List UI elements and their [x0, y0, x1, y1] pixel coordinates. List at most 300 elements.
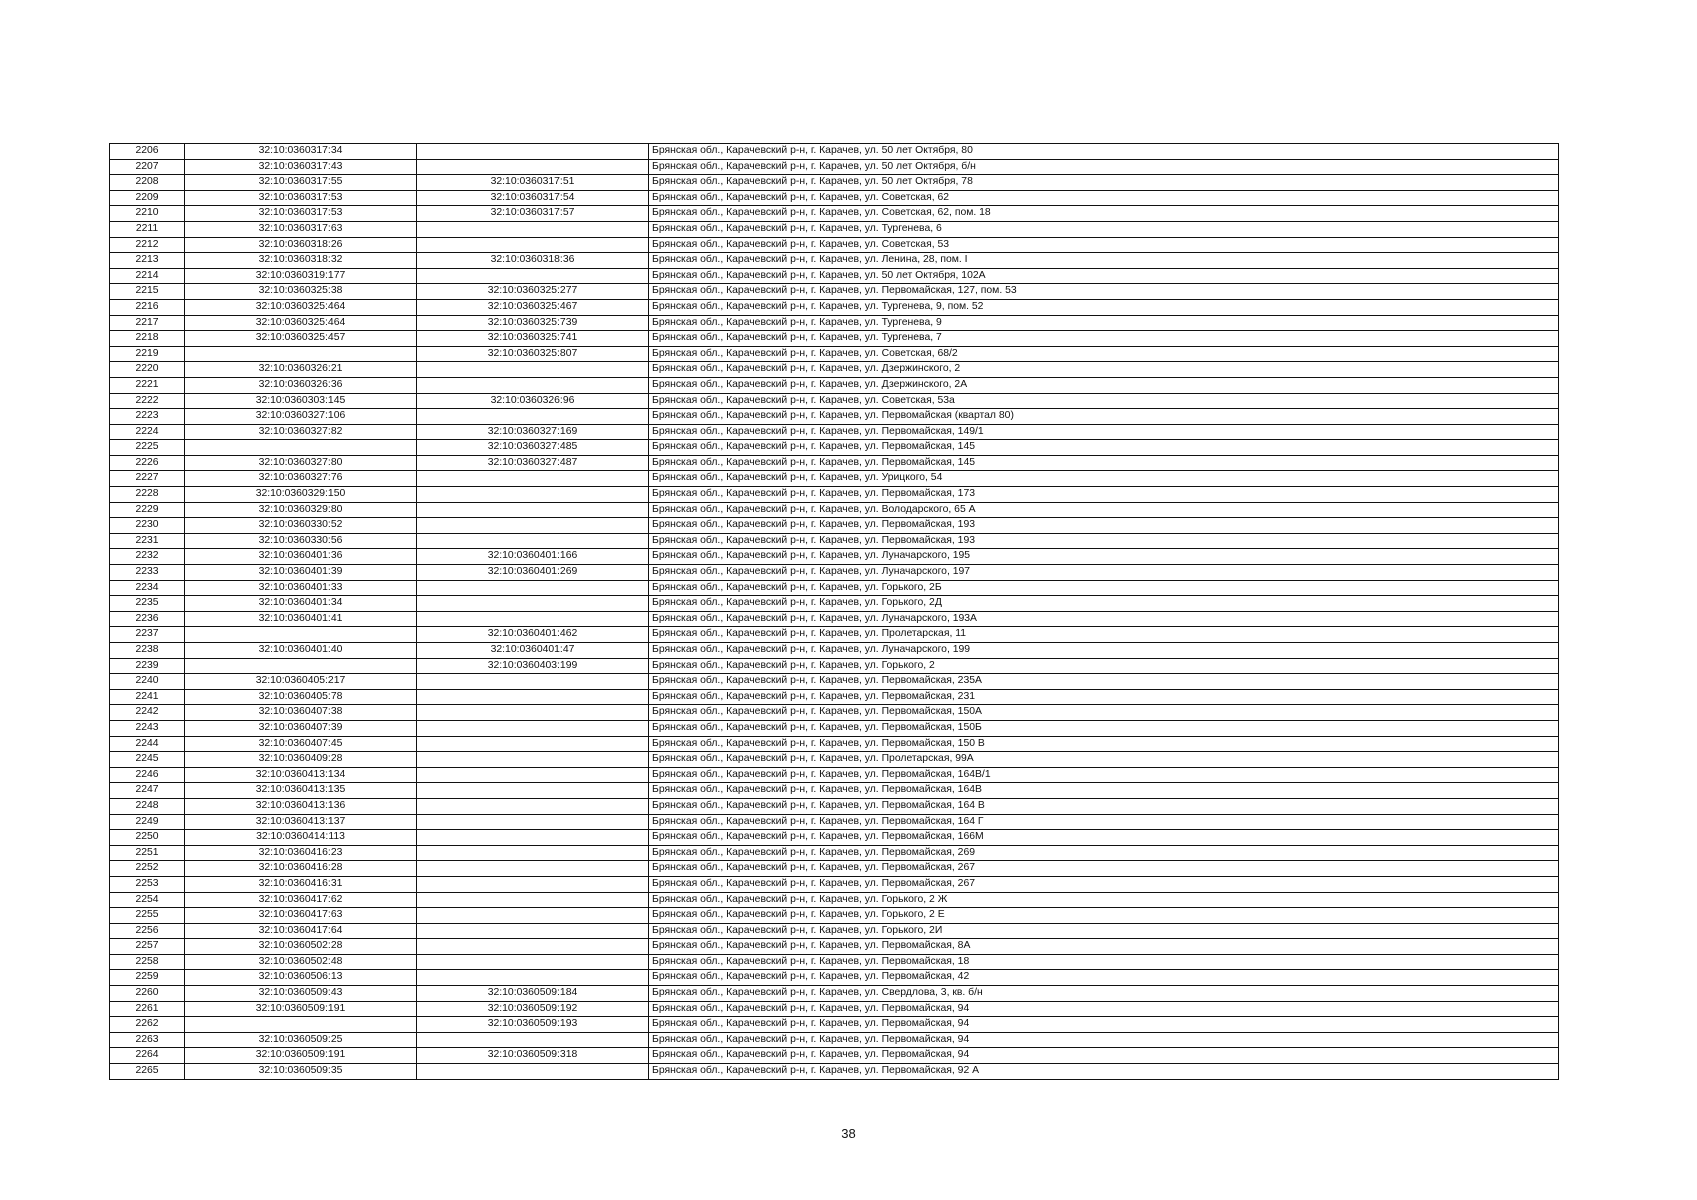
object-cadastral-number-cell: 32:10:0360509:192 — [417, 1001, 649, 1017]
row-number-cell: 2236 — [110, 611, 185, 627]
row-number-cell: 2246 — [110, 767, 185, 783]
table-row — [110, 798, 1559, 814]
land-cadastral-number-cell: 32:10:0360413:135 — [185, 783, 417, 799]
land-cadastral-number-cell: 32:10:0360401:34 — [185, 596, 417, 612]
row-number-cell: 2257 — [110, 939, 185, 955]
table-row — [110, 923, 1559, 939]
address-cell: Брянская обл., Карачевский р-н, г. Карачев, ул. Первомайская, 18 — [649, 954, 1559, 970]
row-number-cell: 2217 — [110, 315, 185, 331]
object-cadastral-number-cell — [417, 1032, 649, 1048]
address-cell: Брянская обл., Карачевский р-н, г. Карачев, ул. Пролетарская, 11 — [649, 627, 1559, 643]
object-cadastral-number-cell: 32:10:0360509:193 — [417, 1017, 649, 1033]
address-cell: Брянская обл., Карачевский р-н, г. Карачев, ул. Первомайская, 8А — [649, 939, 1559, 955]
land-cadastral-number-cell: 32:10:0360317:55 — [185, 175, 417, 191]
object-cadastral-number-cell — [417, 845, 649, 861]
address-cell: Брянская обл., Карачевский р-н, г. Карачев, ул. Первомайская, 267 — [649, 876, 1559, 892]
address-cell: Брянская обл., Карачевский р-н, г. Карачев, ул. Свердлова, 3, кв. б/н — [649, 986, 1559, 1002]
object-cadastral-number-cell — [417, 736, 649, 752]
table-row — [110, 409, 1559, 425]
object-cadastral-number-cell: 32:10:0360325:739 — [417, 315, 649, 331]
land-cadastral-number-cell: 32:10:0360325:464 — [185, 299, 417, 315]
table-row — [110, 159, 1559, 175]
address-cell: Брянская обл., Карачевский р-н, г. Карачев, ул. Володарского, 65 А — [649, 502, 1559, 518]
address-cell: Брянская обл., Карачевский р-н, г. Карачев, ул. Первомайская, 92 А — [649, 1064, 1559, 1080]
table-row — [110, 580, 1559, 596]
address-cell: Брянская обл., Карачевский р-н, г. Карачев, ул. Горького, 2И — [649, 923, 1559, 939]
land-cadastral-number-cell: 32:10:0360407:38 — [185, 705, 417, 721]
row-number-cell: 2251 — [110, 845, 185, 861]
object-cadastral-number-cell — [417, 876, 649, 892]
table-row — [110, 1032, 1559, 1048]
land-cadastral-number-cell — [185, 658, 417, 674]
row-number-cell: 2206 — [110, 144, 185, 160]
object-cadastral-number-cell — [417, 159, 649, 175]
land-cadastral-number-cell: 32:10:0360506:13 — [185, 970, 417, 986]
row-number-cell: 2221 — [110, 377, 185, 393]
object-cadastral-number-cell: 32:10:0360325:467 — [417, 299, 649, 315]
object-cadastral-number-cell — [417, 798, 649, 814]
row-number-cell: 2228 — [110, 487, 185, 503]
land-cadastral-number-cell: 32:10:0360327:82 — [185, 424, 417, 440]
address-cell: Брянская обл., Карачевский р-н, г. Карачев, ул. Первомайская, 166М — [649, 830, 1559, 846]
address-cell: Брянская обл., Карачевский р-н, г. Карачев, ул. Горького, 2 — [649, 658, 1559, 674]
object-cadastral-number-cell — [417, 144, 649, 160]
address-cell: Брянская обл., Карачевский р-н, г. Карачев, ул. Ленина, 28, пом. I — [649, 253, 1559, 269]
table-row — [110, 1001, 1559, 1017]
object-cadastral-number-cell: 32:10:0360401:47 — [417, 643, 649, 659]
table-row — [110, 362, 1559, 378]
object-cadastral-number-cell — [417, 1064, 649, 1080]
land-cadastral-number-cell: 32:10:0360317:53 — [185, 206, 417, 222]
object-cadastral-number-cell — [417, 720, 649, 736]
table-row — [110, 939, 1559, 955]
table-row — [110, 830, 1559, 846]
row-number-cell: 2262 — [110, 1017, 185, 1033]
address-cell: Брянская обл., Карачевский р-н, г. Карачев, ул. 50 лет Октября, 102А — [649, 268, 1559, 284]
land-cadastral-number-cell: 32:10:0360401:39 — [185, 565, 417, 581]
object-cadastral-number-cell — [417, 939, 649, 955]
land-cadastral-number-cell: 32:10:0360317:43 — [185, 159, 417, 175]
row-number-cell: 2235 — [110, 596, 185, 612]
address-cell: Брянская обл., Карачевский р-н, г. Карачев, ул. Первомайская, 235А — [649, 674, 1559, 690]
land-cadastral-number-cell: 32:10:0360401:41 — [185, 611, 417, 627]
row-number-cell: 2264 — [110, 1048, 185, 1064]
row-number-cell: 2231 — [110, 533, 185, 549]
address-cell: Брянская обл., Карачевский р-н, г. Карачев, ул. 50 лет Октября, 80 — [649, 144, 1559, 160]
address-cell: Брянская обл., Карачевский р-н, г. Карачев, ул. Первомайская, 127, пом. 53 — [649, 284, 1559, 300]
object-cadastral-number-cell — [417, 689, 649, 705]
land-cadastral-number-cell: 32:10:0360327:80 — [185, 455, 417, 471]
object-cadastral-number-cell: 32:10:0360401:166 — [417, 549, 649, 565]
land-cadastral-number-cell — [185, 1017, 417, 1033]
object-cadastral-number-cell — [417, 487, 649, 503]
row-number-cell: 2224 — [110, 424, 185, 440]
address-cell: Брянская обл., Карачевский р-н, г. Карачев, ул. Первомайская, 164В — [649, 783, 1559, 799]
address-cell: Брянская обл., Карачевский р-н, г. Карачев, ул. Советская, 53а — [649, 393, 1559, 409]
land-cadastral-number-cell: 32:10:0360317:53 — [185, 190, 417, 206]
address-cell: Брянская обл., Карачевский р-н, г. Карачев, ул. Дзержинского, 2А — [649, 377, 1559, 393]
row-number-cell: 2248 — [110, 798, 185, 814]
row-number-cell: 2215 — [110, 284, 185, 300]
table-row — [110, 424, 1559, 440]
address-cell: Брянская обл., Карачевский р-н, г. Карачев, ул. Первомайская, 164В/1 — [649, 767, 1559, 783]
table-row — [110, 549, 1559, 565]
land-cadastral-number-cell: 32:10:0360327:106 — [185, 409, 417, 425]
table-row — [110, 565, 1559, 581]
row-number-cell: 2253 — [110, 876, 185, 892]
land-cadastral-number-cell: 32:10:0360303:145 — [185, 393, 417, 409]
table-row — [110, 331, 1559, 347]
address-cell: Брянская обл., Карачевский р-н, г. Карачев, ул. Луначарского, 193А — [649, 611, 1559, 627]
address-cell: Брянская обл., Карачевский р-н, г. Карачев, ул. Тургенева, 6 — [649, 221, 1559, 237]
table-row — [110, 861, 1559, 877]
object-cadastral-number-cell — [417, 268, 649, 284]
table-row — [110, 705, 1559, 721]
object-cadastral-number-cell: 32:10:0360403:199 — [417, 658, 649, 674]
address-cell: Брянская обл., Карачевский р-н, г. Карачев, ул. 50 лет Октября, 78 — [649, 175, 1559, 191]
land-cadastral-number-cell: 32:10:0360405:217 — [185, 674, 417, 690]
row-number-cell: 2227 — [110, 471, 185, 487]
row-number-cell: 2234 — [110, 580, 185, 596]
page-number: 38 — [841, 1126, 856, 1141]
table-row — [110, 299, 1559, 315]
table-row — [110, 346, 1559, 362]
land-cadastral-number-cell: 32:10:0360509:191 — [185, 1048, 417, 1064]
land-cadastral-number-cell: 32:10:0360502:48 — [185, 954, 417, 970]
table-row — [110, 144, 1559, 160]
row-number-cell: 2226 — [110, 455, 185, 471]
table-row — [110, 611, 1559, 627]
address-cell: Брянская обл., Карачевский р-н, г. Карачев, ул. Тургенева, 9, пом. 52 — [649, 299, 1559, 315]
land-cadastral-number-cell: 32:10:0360417:63 — [185, 908, 417, 924]
address-cell: Брянская обл., Карачевский р-н, г. Карачев, ул. Советская, 62 — [649, 190, 1559, 206]
land-cadastral-number-cell: 32:10:0360416:23 — [185, 845, 417, 861]
row-number-cell: 2242 — [110, 705, 185, 721]
table-row — [110, 596, 1559, 612]
object-cadastral-number-cell — [417, 471, 649, 487]
object-cadastral-number-cell — [417, 861, 649, 877]
object-cadastral-number-cell: 32:10:0360325:277 — [417, 284, 649, 300]
object-cadastral-number-cell — [417, 518, 649, 534]
row-number-cell: 2216 — [110, 299, 185, 315]
land-cadastral-number-cell: 32:10:0360326:21 — [185, 362, 417, 378]
row-number-cell: 2249 — [110, 814, 185, 830]
table-row — [110, 627, 1559, 643]
row-number-cell: 2223 — [110, 409, 185, 425]
object-cadastral-number-cell: 32:10:0360317:57 — [417, 206, 649, 222]
row-number-cell: 2245 — [110, 752, 185, 768]
table-row — [110, 674, 1559, 690]
row-number-cell: 2259 — [110, 970, 185, 986]
table-row — [110, 892, 1559, 908]
address-cell: Брянская обл., Карачевский р-н, г. Карачев, ул. Тургенева, 7 — [649, 331, 1559, 347]
land-cadastral-number-cell: 32:10:0360413:136 — [185, 798, 417, 814]
row-number-cell: 2252 — [110, 861, 185, 877]
object-cadastral-number-cell — [417, 767, 649, 783]
row-number-cell: 2232 — [110, 549, 185, 565]
table-row — [110, 986, 1559, 1002]
object-cadastral-number-cell — [417, 674, 649, 690]
address-cell: Брянская обл., Карачевский р-н, г. Карачев, ул. Луначарского, 199 — [649, 643, 1559, 659]
table-row — [110, 393, 1559, 409]
address-cell: Брянская обл., Карачевский р-н, г. Карачев, ул. Первомайская, 269 — [649, 845, 1559, 861]
table-row — [110, 783, 1559, 799]
row-number-cell: 2238 — [110, 643, 185, 659]
address-cell: Брянская обл., Карачевский р-н, г. Карачев, ул. Первомайская, 94 — [649, 1032, 1559, 1048]
table-row — [110, 643, 1559, 659]
address-cell: Брянская обл., Карачевский р-н, г. Карачев, ул. Первомайская, 42 — [649, 970, 1559, 986]
object-cadastral-number-cell — [417, 502, 649, 518]
table-row — [110, 876, 1559, 892]
object-cadastral-number-cell: 32:10:0360509:184 — [417, 986, 649, 1002]
address-cell: Брянская обл., Карачевский р-н, г. Карачев, ул. Луначарского, 195 — [649, 549, 1559, 565]
row-number-cell: 2211 — [110, 221, 185, 237]
row-number-cell: 2214 — [110, 268, 185, 284]
object-cadastral-number-cell: 32:10:0360401:269 — [417, 565, 649, 581]
land-cadastral-number-cell: 32:10:0360326:36 — [185, 377, 417, 393]
table-row — [110, 487, 1559, 503]
table-row — [110, 1048, 1559, 1064]
land-cadastral-number-cell: 32:10:0360319:177 — [185, 268, 417, 284]
row-number-cell: 2261 — [110, 1001, 185, 1017]
row-number-cell: 2210 — [110, 206, 185, 222]
land-cadastral-number-cell: 32:10:0360317:34 — [185, 144, 417, 160]
land-cadastral-number-cell: 32:10:0360416:31 — [185, 876, 417, 892]
land-cadastral-number-cell: 32:10:0360318:32 — [185, 253, 417, 269]
table-row — [110, 440, 1559, 456]
land-cadastral-number-cell: 32:10:0360407:45 — [185, 736, 417, 752]
object-cadastral-number-cell — [417, 533, 649, 549]
land-cadastral-number-cell: 32:10:0360409:28 — [185, 752, 417, 768]
land-cadastral-number-cell: 32:10:0360325:457 — [185, 331, 417, 347]
table-row — [110, 268, 1559, 284]
row-number-cell: 2258 — [110, 954, 185, 970]
table-row — [110, 221, 1559, 237]
object-cadastral-number-cell — [417, 752, 649, 768]
row-number-cell: 2207 — [110, 159, 185, 175]
address-cell: Брянская обл., Карачевский р-н, г. Карачев, ул. Первомайская, 149/1 — [649, 424, 1559, 440]
row-number-cell: 2263 — [110, 1032, 185, 1048]
table-row — [110, 502, 1559, 518]
row-number-cell: 2240 — [110, 674, 185, 690]
land-cadastral-number-cell — [185, 627, 417, 643]
land-cadastral-number-cell: 32:10:0360318:26 — [185, 237, 417, 253]
address-cell: Брянская обл., Карачевский р-н, г. Карачев, ул. Луначарского, 197 — [649, 565, 1559, 581]
table-row — [110, 736, 1559, 752]
land-cadastral-number-cell: 32:10:0360317:63 — [185, 221, 417, 237]
table-row — [110, 908, 1559, 924]
table-row — [110, 845, 1559, 861]
object-cadastral-number-cell — [417, 409, 649, 425]
table-row — [110, 970, 1559, 986]
object-cadastral-number-cell — [417, 970, 649, 986]
object-cadastral-number-cell — [417, 923, 649, 939]
address-cell: Брянская обл., Карачевский р-н, г. Карачев, ул. Первомайская, 145 — [649, 440, 1559, 456]
land-cadastral-number-cell: 32:10:0360509:35 — [185, 1064, 417, 1080]
table-row — [110, 190, 1559, 206]
row-number-cell: 2230 — [110, 518, 185, 534]
table-row — [110, 533, 1559, 549]
table-row — [110, 284, 1559, 300]
address-cell: Брянская обл., Карачевский р-н, г. Карачев, ул. 50 лет Октября, б/н — [649, 159, 1559, 175]
land-cadastral-number-cell: 32:10:0360416:28 — [185, 861, 417, 877]
address-cell: Брянская обл., Карачевский р-н, г. Карачев, ул. Первомайская, 164 В — [649, 798, 1559, 814]
object-cadastral-number-cell: 32:10:0360325:807 — [417, 346, 649, 362]
object-cadastral-number-cell: 32:10:0360509:318 — [417, 1048, 649, 1064]
land-cadastral-number-cell: 32:10:0360414:113 — [185, 830, 417, 846]
object-cadastral-number-cell: 32:10:0360326:96 — [417, 393, 649, 409]
object-cadastral-number-cell: 32:10:0360317:54 — [417, 190, 649, 206]
address-cell: Брянская обл., Карачевский р-н, г. Карачев, ул. Первомайская, 173 — [649, 487, 1559, 503]
address-cell: Брянская обл., Карачевский р-н, г. Карачев, ул. Первомайская (квартал 80) — [649, 409, 1559, 425]
object-cadastral-number-cell — [417, 892, 649, 908]
object-cadastral-number-cell — [417, 611, 649, 627]
land-cadastral-number-cell: 32:10:0360330:56 — [185, 533, 417, 549]
address-cell: Брянская обл., Карачевский р-н, г. Карачев, ул. Первомайская, 193 — [649, 518, 1559, 534]
row-number-cell: 2250 — [110, 830, 185, 846]
land-cadastral-number-cell: 32:10:0360401:36 — [185, 549, 417, 565]
land-cadastral-number-cell — [185, 346, 417, 362]
row-number-cell: 2260 — [110, 986, 185, 1002]
table-row — [110, 1064, 1559, 1080]
row-number-cell: 2255 — [110, 908, 185, 924]
land-cadastral-number-cell: 32:10:0360401:33 — [185, 580, 417, 596]
table-row — [110, 720, 1559, 736]
land-cadastral-number-cell: 32:10:0360401:40 — [185, 643, 417, 659]
address-cell: Брянская обл., Карачевский р-н, г. Карачев, ул. Урицкого, 54 — [649, 471, 1559, 487]
row-number-cell: 2212 — [110, 237, 185, 253]
row-number-cell: 2233 — [110, 565, 185, 581]
table-row — [110, 1017, 1559, 1033]
address-cell: Брянская обл., Карачевский р-н, г. Карачев, ул. Первомайская, 150Б — [649, 720, 1559, 736]
table-row — [110, 689, 1559, 705]
table-row — [110, 455, 1559, 471]
table-row — [110, 471, 1559, 487]
land-cadastral-number-cell: 32:10:0360509:43 — [185, 986, 417, 1002]
address-cell: Брянская обл., Карачевский р-н, г. Карачев, ул. Первомайская, 94 — [649, 1017, 1559, 1033]
object-cadastral-number-cell: 32:10:0360327:485 — [417, 440, 649, 456]
land-cadastral-number-cell: 32:10:0360407:39 — [185, 720, 417, 736]
row-number-cell: 2243 — [110, 720, 185, 736]
address-cell: Брянская обл., Карачевский р-н, г. Карачев, ул. Первомайская, 94 — [649, 1048, 1559, 1064]
register-body — [110, 144, 1559, 1080]
table-row — [110, 752, 1559, 768]
object-cadastral-number-cell: 32:10:0360325:741 — [417, 331, 649, 347]
row-number-cell: 2256 — [110, 923, 185, 939]
object-cadastral-number-cell — [417, 705, 649, 721]
row-number-cell: 2225 — [110, 440, 185, 456]
address-cell: Брянская обл., Карачевский р-н, г. Карачев, ул. Первомайская, 267 — [649, 861, 1559, 877]
object-cadastral-number-cell — [417, 377, 649, 393]
object-cadastral-number-cell — [417, 596, 649, 612]
land-cadastral-number-cell: 32:10:0360405:78 — [185, 689, 417, 705]
address-cell: Брянская обл., Карачевский р-н, г. Карачев, ул. Советская, 53 — [649, 237, 1559, 253]
object-cadastral-number-cell: 32:10:0360327:487 — [417, 455, 649, 471]
row-number-cell: 2247 — [110, 783, 185, 799]
address-cell: Брянская обл., Карачевский р-н, г. Карачев, ул. Дзержинского, 2 — [649, 362, 1559, 378]
object-cadastral-number-cell: 32:10:0360317:51 — [417, 175, 649, 191]
land-cadastral-number-cell: 32:10:0360417:64 — [185, 923, 417, 939]
address-cell: Брянская обл., Карачевский р-н, г. Карачев, ул. Первомайская, 193 — [649, 533, 1559, 549]
object-cadastral-number-cell: 32:10:0360327:169 — [417, 424, 649, 440]
table-row — [110, 237, 1559, 253]
object-cadastral-number-cell — [417, 830, 649, 846]
table-row — [110, 518, 1559, 534]
address-cell: Брянская обл., Карачевский р-н, г. Карачев, ул. Горького, 2 Е — [649, 908, 1559, 924]
table-row — [110, 315, 1559, 331]
address-cell: Брянская обл., Карачевский р-н, г. Карачев, ул. Первомайская, 164 Г — [649, 814, 1559, 830]
land-cadastral-number-cell — [185, 440, 417, 456]
land-cadastral-number-cell: 32:10:0360417:62 — [185, 892, 417, 908]
table-row — [110, 206, 1559, 222]
object-cadastral-number-cell — [417, 954, 649, 970]
row-number-cell: 2208 — [110, 175, 185, 191]
land-cadastral-number-cell: 32:10:0360413:134 — [185, 767, 417, 783]
row-number-cell: 2209 — [110, 190, 185, 206]
land-cadastral-number-cell: 32:10:0360509:25 — [185, 1032, 417, 1048]
table-row — [110, 175, 1559, 191]
address-cell: Брянская обл., Карачевский р-н, г. Карачев, ул. Советская, 62, пом. 18 — [649, 206, 1559, 222]
land-cadastral-number-cell: 32:10:0360327:76 — [185, 471, 417, 487]
address-cell: Брянская обл., Карачевский р-н, г. Карачев, ул. Пролетарская, 99А — [649, 752, 1559, 768]
table-row — [110, 814, 1559, 830]
land-cadastral-number-cell: 32:10:0360325:464 — [185, 315, 417, 331]
row-number-cell: 2239 — [110, 658, 185, 674]
address-cell: Брянская обл., Карачевский р-н, г. Карачев, ул. Горького, 2Б — [649, 580, 1559, 596]
address-cell: Брянская обл., Карачевский р-н, г. Карачев, ул. Горького, 2 Ж — [649, 892, 1559, 908]
land-cadastral-number-cell: 32:10:0360329:150 — [185, 487, 417, 503]
row-number-cell: 2219 — [110, 346, 185, 362]
address-cell: Брянская обл., Карачевский р-н, г. Карачев, ул. Горького, 2Д — [649, 596, 1559, 612]
address-cell: Брянская обл., Карачевский р-н, г. Карачев, ул. Советская, 68/2 — [649, 346, 1559, 362]
object-cadastral-number-cell — [417, 580, 649, 596]
table-row — [110, 767, 1559, 783]
object-cadastral-number-cell: 32:10:0360401:462 — [417, 627, 649, 643]
object-cadastral-number-cell — [417, 908, 649, 924]
land-cadastral-number-cell: 32:10:0360509:191 — [185, 1001, 417, 1017]
row-number-cell: 2229 — [110, 502, 185, 518]
row-number-cell: 2244 — [110, 736, 185, 752]
object-cadastral-number-cell: 32:10:0360318:36 — [417, 253, 649, 269]
land-cadastral-number-cell: 32:10:0360330:52 — [185, 518, 417, 534]
address-cell: Брянская обл., Карачевский р-н, г. Карачев, ул. Первомайская, 150А — [649, 705, 1559, 721]
row-number-cell: 2265 — [110, 1064, 185, 1080]
address-cell: Брянская обл., Карачевский р-н, г. Карачев, ул. Первомайская, 94 — [649, 1001, 1559, 1017]
row-number-cell: 2220 — [110, 362, 185, 378]
object-cadastral-number-cell — [417, 814, 649, 830]
table-row — [110, 253, 1559, 269]
address-cell: Брянская обл., Карачевский р-н, г. Карачев, ул. Тургенева, 9 — [649, 315, 1559, 331]
row-number-cell: 2237 — [110, 627, 185, 643]
row-number-cell: 2213 — [110, 253, 185, 269]
table-row — [110, 377, 1559, 393]
object-cadastral-number-cell — [417, 362, 649, 378]
address-cell: Брянская обл., Карачевский р-н, г. Карачев, ул. Первомайская, 150 В — [649, 736, 1559, 752]
land-cadastral-number-cell: 32:10:0360325:38 — [185, 284, 417, 300]
table-row — [110, 954, 1559, 970]
row-number-cell: 2222 — [110, 393, 185, 409]
land-cadastral-number-cell: 32:10:0360502:28 — [185, 939, 417, 955]
address-cell: Брянская обл., Карачевский р-н, г. Карачев, ул. Первомайская, 145 — [649, 455, 1559, 471]
row-number-cell: 2241 — [110, 689, 185, 705]
address-cell: Брянская обл., Карачевский р-н, г. Карачев, ул. Первомайская, 231 — [649, 689, 1559, 705]
object-cadastral-number-cell — [417, 237, 649, 253]
register-table — [109, 143, 1559, 1080]
table-row — [110, 658, 1559, 674]
object-cadastral-number-cell — [417, 783, 649, 799]
land-cadastral-number-cell: 32:10:0360329:80 — [185, 502, 417, 518]
row-number-cell: 2254 — [110, 892, 185, 908]
